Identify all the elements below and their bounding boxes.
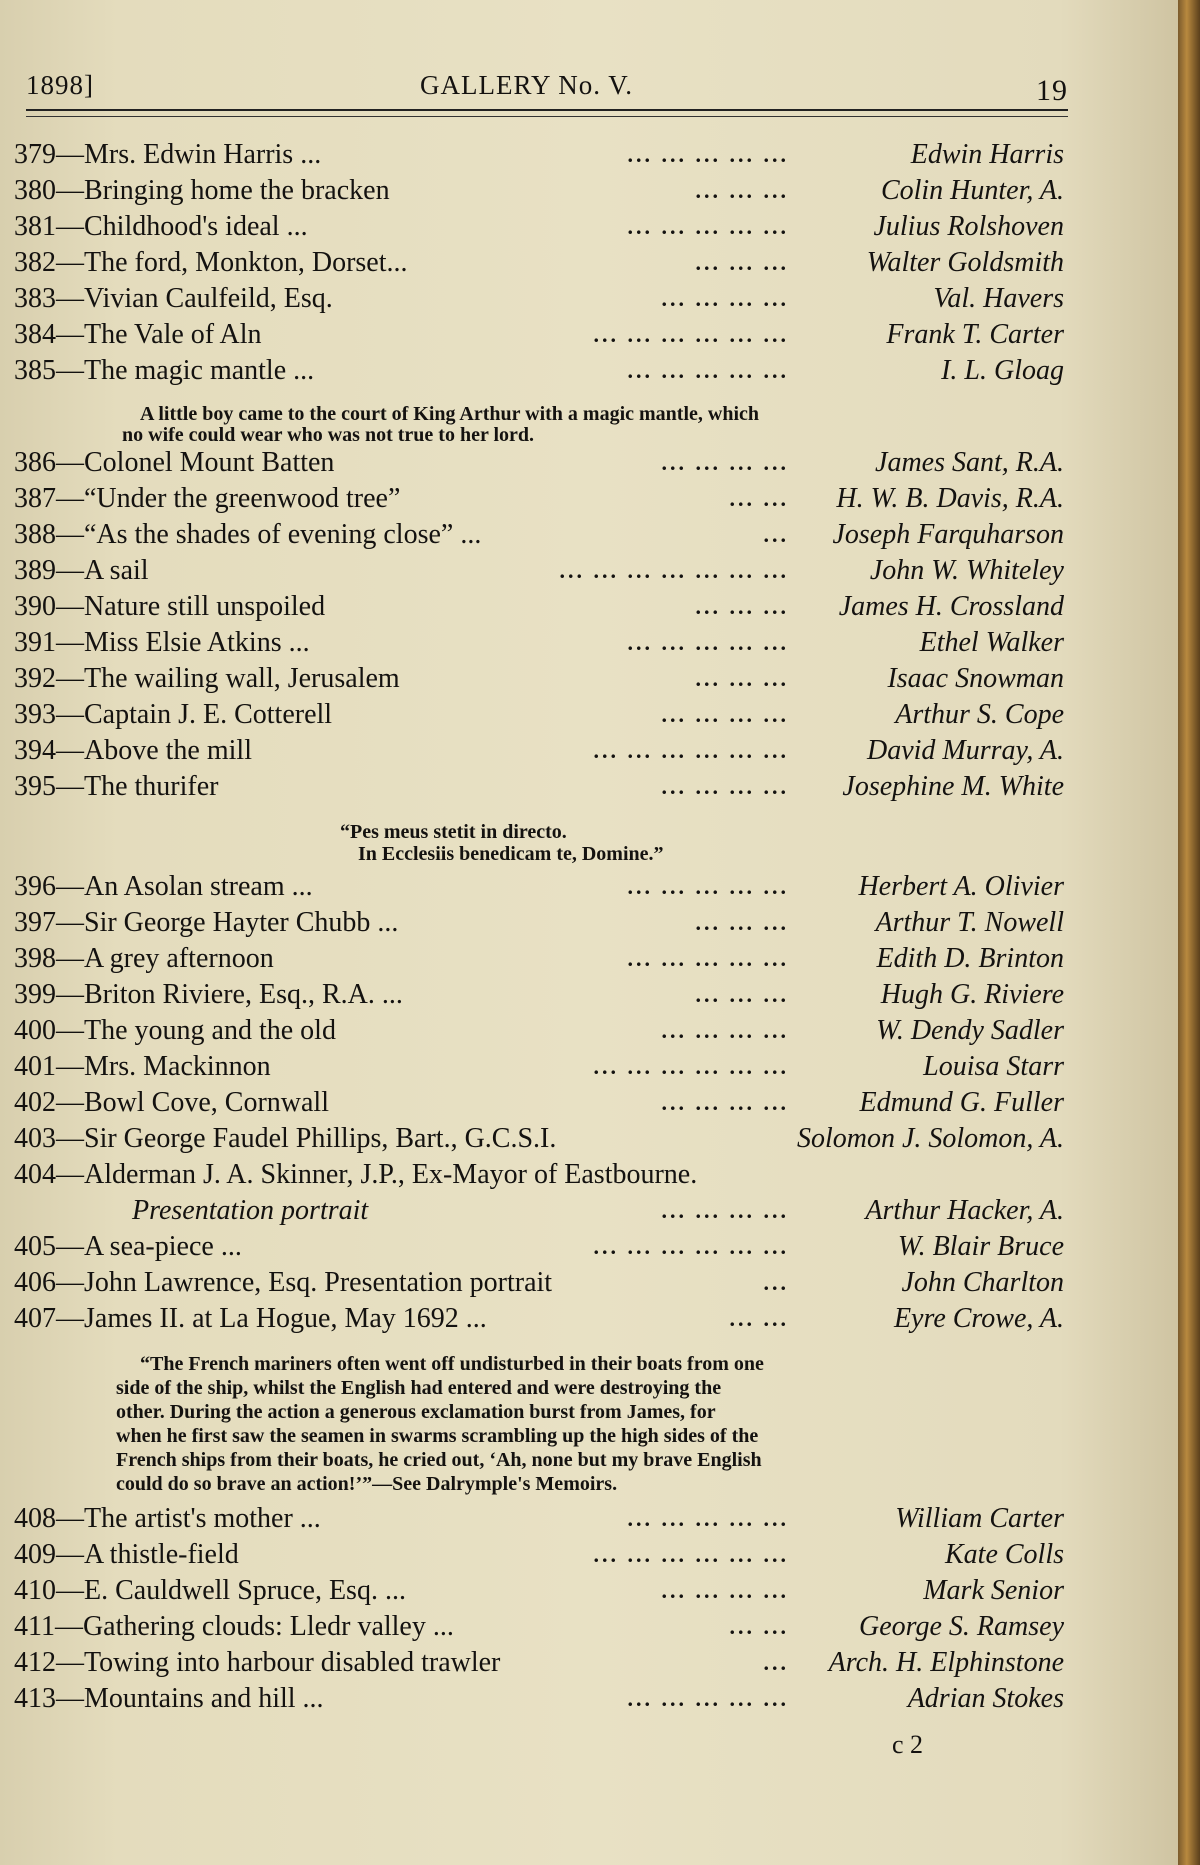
- note-385-line1: A little boy came to the court of King Arthur with a magic mantle, which: [140, 403, 760, 425]
- signature-mark: c 2: [892, 1730, 924, 1759]
- note-395-line2: In Ecclesiis benedicam te, Domine.”: [358, 843, 664, 865]
- entry-artist: James Sant, R.A.: [875, 447, 1064, 478]
- note-395-line1: “Pes meus stetit in directo.: [340, 821, 567, 843]
- leader-dots: ... ... ... ... ...: [627, 1506, 789, 1531]
- leader-dots: ... ...: [729, 486, 789, 511]
- entry-artist: Solomon J. Solomon, A.: [796, 1123, 1064, 1154]
- catalogue-entry: [14, 662, 1064, 696]
- entry-title: 392—The wailing wall, Jerusalem: [14, 663, 400, 694]
- catalogue-entry: [14, 1682, 1064, 1716]
- entry-title: 399—Briton Riviere, Esq., R.A. ...: [14, 979, 403, 1010]
- entry-title: 395—The thurifer: [14, 771, 219, 802]
- leader-dots: ... ... ... ... ... ...: [593, 1542, 789, 1567]
- leader-dots: ... ... ...: [695, 982, 789, 1007]
- entry-title: 400—The young and the old: [14, 1015, 336, 1046]
- header-title: GALLERY No. V.: [420, 70, 634, 100]
- entry-artist: Hugh G. Riviere: [880, 979, 1064, 1010]
- leader-dots: ... ... ... ...: [661, 1018, 789, 1043]
- leader-dots: ... ... ... ... ...: [627, 1686, 789, 1711]
- catalogue-entry: [14, 870, 1064, 904]
- leader-dots: ... ... ...: [695, 250, 789, 275]
- catalogue-entry: [14, 210, 1064, 244]
- leader-dots: ... ... ... ...: [661, 1198, 789, 1223]
- catalogue-entry: [14, 626, 1064, 660]
- leader-dots: ... ... ... ... ... ...: [593, 738, 789, 763]
- entry-title: 409—A thistle-field: [14, 1539, 239, 1570]
- entry-title: 382—The ford, Monkton, Dorset...: [14, 247, 408, 278]
- entry-title: 403—Sir George Faudel Phillips, Bart., G.C.S.I.: [14, 1123, 557, 1154]
- catalogue-entry: [14, 1158, 1064, 1192]
- catalogue-entry: [14, 282, 1064, 316]
- entry-artist: H. W. B. Davis, R.A.: [836, 483, 1064, 514]
- leader-dots: ... ... ...: [695, 666, 789, 691]
- catalogue-entry: [14, 1086, 1064, 1120]
- entry-artist: Joseph Farquharson: [832, 519, 1064, 550]
- leader-dots: ... ... ... ...: [661, 450, 789, 475]
- leader-dots: ...: [763, 522, 789, 547]
- entry-title: 396—An Asolan stream ...: [14, 871, 313, 902]
- entry-artist: David Murray, A.: [866, 735, 1064, 766]
- entry-title: 405—A sea-piece ...: [14, 1231, 242, 1262]
- catalogue-entry: [132, 1194, 1064, 1228]
- entry-title: 391—Miss Elsie Atkins ...: [14, 627, 310, 658]
- catalogue-entry: [14, 590, 1064, 624]
- entry-artist: Ethel Walker: [919, 627, 1064, 658]
- note-407-line2: side of the ship, whilst the English had entered and were destroying the: [116, 1377, 722, 1399]
- catalogue-entry: [14, 1574, 1064, 1608]
- catalogue-entry: [14, 1502, 1064, 1536]
- entry-title: 408—The artist's mother ...: [14, 1503, 321, 1534]
- catalogue-entry: [14, 1050, 1064, 1084]
- entry-title: 390—Nature still unspoiled: [14, 591, 326, 622]
- entry-artist: Colin Hunter, A.: [880, 175, 1064, 206]
- leader-dots: ... ... ... ...: [661, 774, 789, 799]
- note-407-line5: French ships from their boats, he cried out, ‘Ah, none but my brave English: [116, 1449, 762, 1471]
- note-385-line2: no wife could wear who was not true to her lord.: [122, 424, 535, 446]
- catalogue-entry: [14, 138, 1064, 172]
- entry-artist: Herbert A. Olivier: [858, 871, 1064, 902]
- header-rule-thin: [26, 116, 1068, 117]
- catalogue-entry: [14, 1122, 1064, 1156]
- entry-title: 387—“Under the greenwood tree”: [14, 483, 401, 514]
- entry-title: 407—James II. at La Hogue, May 1692 ...: [14, 1303, 487, 1334]
- note-407-line3: other. During the action a generous exclamation burst from James, for: [116, 1401, 716, 1423]
- catalogue-entry: [14, 246, 1064, 280]
- header-rule: [26, 109, 1068, 111]
- entry-artist: Arthur T. Nowell: [875, 907, 1064, 938]
- catalogue-entry: [14, 1266, 1064, 1300]
- leader-dots: ... ...: [729, 1306, 789, 1331]
- catalogue-entry: [14, 354, 1064, 388]
- catalogue-entry: [14, 906, 1064, 940]
- entry-artist: Edith D. Brinton: [876, 943, 1064, 974]
- entry-title: 398—A grey afternoon: [14, 943, 274, 974]
- entry-artist: Kate Colls: [944, 1539, 1064, 1570]
- entry-artist: Arthur S. Cope: [895, 699, 1064, 730]
- catalogue-entry: [14, 446, 1064, 480]
- header-year: 1898]: [26, 70, 94, 100]
- leader-dots: ... ... ... ... ... ... ...: [559, 558, 789, 583]
- entry-title: 389—A sail: [14, 555, 149, 586]
- leader-dots: ... ... ... ...: [661, 286, 789, 311]
- leader-dots: ... ... ...: [695, 910, 789, 935]
- catalogue-entry: [14, 698, 1064, 732]
- catalogue-entry: [14, 734, 1064, 768]
- leader-dots: ... ... ... ... ...: [627, 358, 789, 383]
- entry-artist: John Charlton: [901, 1267, 1064, 1298]
- catalogue-entry: [14, 1230, 1064, 1264]
- leader-dots: ... ... ... ... ...: [627, 142, 789, 167]
- leader-dots: ...: [763, 1270, 789, 1295]
- entry-artist: Val. Havers: [933, 283, 1064, 314]
- entry-title: 379—Mrs. Edwin Harris ...: [14, 139, 322, 170]
- catalogue-entry: [14, 318, 1064, 352]
- leader-dots: ... ... ... ... ...: [627, 630, 789, 655]
- leader-dots: ... ... ... ...: [661, 1578, 789, 1603]
- entry-title: 393—Captain J. E. Cotterell: [14, 699, 333, 730]
- entry-artist: Isaac Snowman: [887, 663, 1064, 694]
- entry-title: 402—Bowl Cove, Cornwall: [14, 1087, 329, 1118]
- note-407-line1: “The French mariners often went off undisturbed in their boats from one: [140, 1353, 764, 1375]
- leader-dots: ... ...: [729, 1614, 789, 1639]
- entry-title: 404—Alderman J. A. Skinner, J.P., Ex-Mayor of Eastbourne.: [14, 1159, 698, 1190]
- entry-artist: Frank T. Carter: [886, 319, 1064, 350]
- entry-artist: William Carter: [895, 1503, 1064, 1534]
- entry-title: 410—E. Cauldwell Spruce, Esq. ...: [14, 1575, 406, 1606]
- entry-artist: Adrian Stokes: [907, 1683, 1064, 1714]
- entry-artist: Louisa Starr: [923, 1051, 1064, 1082]
- catalogue-entry: [14, 770, 1064, 804]
- leader-dots: ... ... ... ... ...: [627, 874, 789, 899]
- entry-artist: W. Blair Bruce: [897, 1231, 1064, 1262]
- entry-artist: Arthur Hacker, A.: [865, 1195, 1064, 1226]
- entry-title: 381—Childhood's ideal ...: [14, 211, 308, 242]
- entry-title: 386—Colonel Mount Batten: [14, 447, 335, 478]
- leader-dots: ... ... ... ...: [661, 702, 789, 727]
- leader-dots: ... ... ... ...: [661, 1090, 789, 1115]
- entry-title: 384—The Vale of Aln: [14, 319, 262, 350]
- catalogue-entry: [14, 1014, 1064, 1048]
- entry-title: 383—Vivian Caulfeild, Esq.: [14, 283, 333, 314]
- catalogue-entry: [14, 518, 1064, 552]
- entry-title: 380—Bringing home the bracken: [14, 175, 390, 206]
- leader-dots: ... ... ...: [695, 178, 789, 203]
- leader-dots: ... ... ... ... ... ...: [593, 322, 789, 347]
- catalogue-entry: [14, 1538, 1064, 1572]
- book-edge: [1178, 0, 1200, 1865]
- entry-artist: Edmund G. Fuller: [859, 1087, 1064, 1118]
- leader-dots: ...: [763, 1650, 789, 1675]
- entry-artist: George S. Ramsey: [858, 1611, 1064, 1642]
- leader-dots: ... ... ...: [695, 594, 789, 619]
- entry-title: 411—Gathering clouds: Lledr valley ...: [14, 1611, 454, 1642]
- catalogue-entry: [14, 978, 1064, 1012]
- entry-artist: Walter Goldsmith: [866, 247, 1064, 278]
- catalogue-entry: [14, 942, 1064, 976]
- entry-artist: John W. Whiteley: [869, 555, 1064, 586]
- entry-artist: Edwin Harris: [910, 139, 1064, 170]
- entry-artist: Josephine M. White: [842, 771, 1064, 802]
- entry-title: 394—Above the mill: [14, 735, 252, 766]
- leader-dots: ... ... ... ... ... ...: [593, 1054, 789, 1079]
- catalogue-entry: [14, 1302, 1064, 1336]
- leader-dots: ... ... ... ... ...: [627, 946, 789, 971]
- note-407-line6: could do so brave an action!’”—See Dalrymple's Memoirs.: [116, 1473, 618, 1495]
- entry-title: 385—The magic mantle ...: [14, 355, 315, 386]
- leader-dots: ... ... ... ... ... ...: [593, 1234, 789, 1259]
- catalogue-entry: [14, 482, 1064, 516]
- entry-title: 397—Sir George Hayter Chubb ...: [14, 907, 399, 938]
- entry-title: 412—Towing into harbour disabled trawler: [14, 1647, 501, 1678]
- catalogue-entry: [14, 1610, 1064, 1644]
- entry-artist: I. L. Gloag: [941, 355, 1064, 386]
- page-number: 19: [1036, 74, 1068, 107]
- leader-dots: ... ... ... ... ...: [627, 214, 789, 239]
- entry-title: 406—John Lawrence, Esq. Presentation portrait: [14, 1267, 553, 1298]
- catalogue-entry: [14, 554, 1064, 588]
- catalogue-entry: [14, 174, 1064, 208]
- entry-artist: W. Dendy Sadler: [876, 1015, 1064, 1046]
- entry-artist: Arch. H. Elphinstone: [828, 1647, 1064, 1678]
- entry-title: 401—Mrs. Mackinnon: [14, 1051, 271, 1082]
- note-407-line4: when he first saw the seamen in swarms scrambling up the high sides of the: [116, 1425, 759, 1447]
- entry-artist: Mark Senior: [923, 1575, 1064, 1606]
- entry-title: 413—Mountains and hill ...: [14, 1683, 324, 1714]
- entry-artist: Julius Rolshoven: [873, 211, 1064, 242]
- entry-artist: James H. Crossland: [838, 591, 1064, 622]
- entry-title: 388—“As the shades of evening close” ...: [14, 519, 482, 550]
- entry-title: Presentation portrait: [132, 1195, 369, 1226]
- catalogue-entry: [14, 1646, 1064, 1680]
- entry-artist: Eyre Crowe, A.: [893, 1303, 1064, 1334]
